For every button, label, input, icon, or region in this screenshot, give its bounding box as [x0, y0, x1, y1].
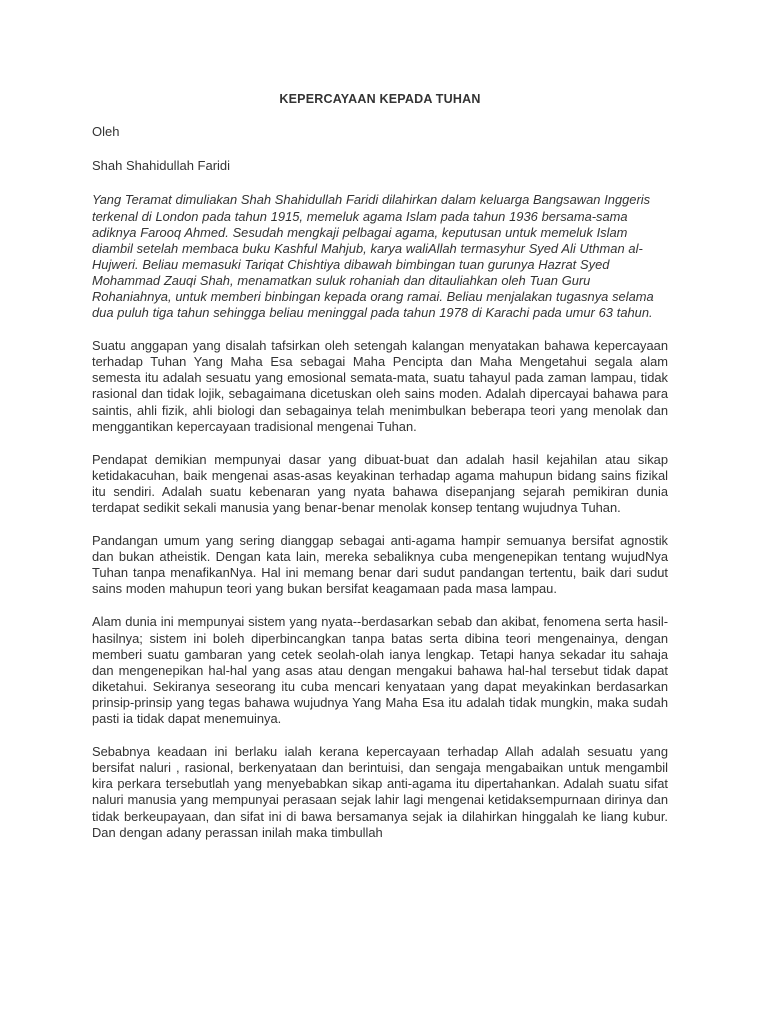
body-paragraph: Suatu anggapan yang disalah tafsirkan oleh setengah kalangan menyatakan bahawa kepercayaan terhadap Tuhan Yang Maha Esa sebagai Maha Pencipta dan Maha Mengetahui segala alam semesta itu adalah sesuatu yang emosional semata-mata, suatu tahayul pada zaman lampau, tidak rasional dan tidak lojik, sebagaimana dicetuskan oleh sains moden. Adalah dipercayai bahawa para saintis, ahli fizik, ahli biologi dan sebagainya telah menimbulkan beberapa teori yang menolak dan menggantikan kepercayaan tradisional mengenai Tuhan. — [92, 338, 668, 434]
body-paragraph: Pandangan umum yang sering dianggap sebagai anti-agama hampir semuanya bersifat agnostik dan bukan atheistik. Dengan kata lain, mereka sebaliknya cuba mengenepikan tentang wujudNya Tuhan tanpa menafikanNya. Hal ini memang benar dari sudut pandangan tertentu, baik dari sudut sains moden mahupun teori yang bukan bersifat keagamaan pada masa lampau. — [92, 533, 668, 597]
document-page — [92, 92, 668, 858]
author-name: Shah Shahidullah Faridi — [92, 158, 231, 174]
byline: Oleh — [92, 124, 120, 139]
body-paragraph: Pendapat demikian mempunyai dasar yang dibuat-buat dan adalah hasil kejahilan atau sikap ketidakacuhan, baik mengenai asas-asas keyakinan terhadap agama mahupun bidang sains fizikal itu sendiri. Adalah suatu kebenaran yang nyata bahawa disepanjang sejarah pemikiran dunia terdapat sedikit sekali manusia yang benar-benar menolak konsep tentang wujudnya Tuhan. — [92, 451, 668, 515]
body-paragraph: Alam dunia ini mempunyai sistem yang nyata--berdasarkan sebab dan akibat, fenomena serta hasil-hasilnya; sistem ini boleh diperbincangkan tanpa batas serta dibina teori mengenainya, dengan memberi suatu gambaran yang cetek seolah-olah ianya lengkap. Tetapi hanya sekadar itu sahaja dan mengenepikan hal-hal yang asas atau dengan mengakui bahawa hal-hal tersebut tidak dapat diketahui. Sekiranya seseorang itu cuba mencari kenyataan yang dapat meyakinkan berdasarkan prinsip-prinsip yang tegas bahawa wujudnya Yang Maha Esa itu adalah tidak mungkin, maka sudah pasti ia tidak dapat menemuinya. — [92, 614, 668, 727]
author-bio-paragraph: Yang Teramat dimuliakan Shah Shahidullah Faridi dilahirkan dalam keluarga Bangsawan Inggeris terkenal di London pada tahun 1915, memeluk agama Islam pada tahun 1936 bersama-sama adiknya Farooq Ahmed. Sesudah mengkaji pelbagai agama, keputusan untuk memeluk Islam diambil setelah membaca buku Kashful Mahjub, karya waliAllah termasyhur Syed Ali Uthman al-Hujweri. Beliau memasuki Tariqat Chishtiya dibawah bimbingan tuan gurunya Hazrat Syed Mohammad Zauqi Shah, menamatkan suluk rohaniah dan ditauliahkan oleh Tuan Guru Rohaniahnya, untuk memberi binbingan kepada orang ramai. Beliau menjalakan tugasnya selama dua puluh tiga tahun sehingga beliau meninggal pada tahun 1978 di Karachi pada umur 63 tahun. — [92, 192, 654, 321]
document-title: KEPERCAYAAN KEPADA TUHAN — [279, 92, 481, 106]
body-paragraph: Sebabnya keadaan ini berlaku ialah kerana kepercayaan terhadap Allah adalah sesuatu yang bersifat naluri , rasional, berkenyataan dan berintuisi, dan sengaja mengabaikan untuk mengambil kira perkara tersebutlah yang menyebabkan sikap anti-agama itu dipertahankan. Adalah suatu sifat naluri manusia yang mempunyai perasaan sejak lahir lagi mengenai ketidaksempurnaan dirinya dan tidak berkeupayaan, dan sifat ini di bawa bersamanya sejak ia dilahirkan hinggalah ke liang kubur. Dan dengan adany perassan inilah maka timbullah — [92, 744, 668, 840]
